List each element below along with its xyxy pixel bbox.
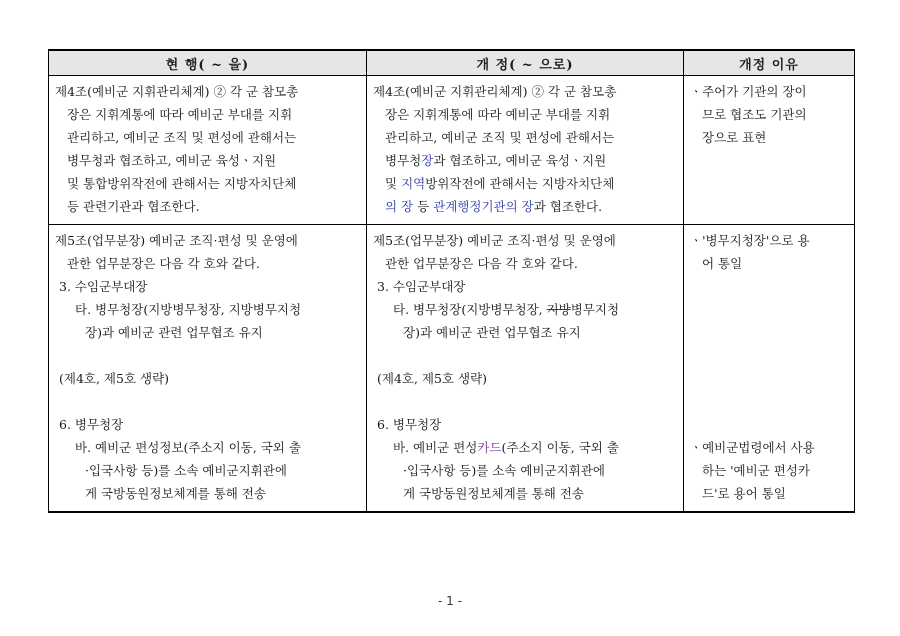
text-line: 및 통합방위작전에 관해서는 지방자치단체 — [67, 176, 297, 191]
text-line: 바. 예비군 편성정보(주소지 이동, 국외 출 — [75, 440, 301, 455]
header-reason: 개정 이유 — [684, 50, 855, 76]
text-segment: 병무청 — [385, 153, 422, 168]
text-line: ·입국사항 등)를 소속 예비군지휘관에 — [403, 463, 605, 478]
text-line: 등 관련기관과 협조한다. — [67, 199, 200, 214]
comparison-table — [48, 49, 855, 513]
text-line: 6. 병무청장 — [377, 417, 442, 432]
text-line: 제4조(예비군 지휘관리체계) ② 각 군 참모총 — [55, 84, 299, 99]
changed-text: 카드 — [477, 440, 502, 455]
changed-text: 장 — [421, 153, 434, 168]
text-line: (제4호, 제5호 생략) — [377, 371, 488, 386]
blank-line — [690, 321, 848, 344]
text-line: 게 국방동원정보체계를 통해 전송 — [85, 486, 266, 501]
changed-text: 의 장 — [385, 199, 414, 214]
text-line: 관한 업무분장은 다음 각 호와 같다. — [385, 256, 578, 271]
reason-line: 므로 협조도 기관의 — [702, 107, 807, 122]
changed-text: 관계행정기관의 장 — [433, 199, 534, 214]
row2-current-cell — [49, 225, 367, 513]
row2-reason-cell — [684, 225, 855, 513]
reason-line: 드'로 용어 통일 — [702, 486, 786, 501]
text-segment: 과 협조한다. — [533, 199, 603, 214]
blank-line — [690, 367, 848, 390]
row1-current-cell — [49, 76, 367, 225]
blank-line — [690, 275, 848, 298]
reason-line: ㆍ주어가 기관의 장이 — [690, 84, 807, 99]
row2-revised-cell — [367, 225, 684, 513]
table-row — [49, 76, 855, 225]
blank-line — [690, 390, 848, 413]
text-line — [373, 172, 677, 195]
text-line: 타. 병무청장(지방병무청장, 지방병무지청 — [75, 302, 302, 317]
text-line: ·입국사항 등)를 소속 예비군지휘관에 — [85, 463, 287, 478]
text-segment: 과 협조하고, 예비군 육성ㆍ지원 — [433, 153, 607, 168]
blank-line — [55, 344, 360, 367]
blank-line — [690, 413, 848, 436]
text-line: 병무청과 협조하고, 예비군 육성ㆍ지원 — [67, 153, 277, 168]
text-line: 제4조(예비군 지휘관리체계) ② 각 군 참모총 — [373, 84, 617, 99]
header-row — [49, 50, 855, 76]
blank-line — [373, 344, 677, 367]
text-line: 게 국방동원정보체계를 통해 전송 — [403, 486, 584, 501]
row1-reason-cell — [684, 76, 855, 225]
text-segment: 병무지청 — [570, 302, 620, 317]
text-line: 6. 병무청장 — [59, 417, 124, 432]
reason-line: 어 통일 — [702, 256, 743, 271]
reason-line: 하는 '예비군 편성카 — [702, 463, 810, 478]
reason-line: ㆍ예비군법령에서 사용 — [690, 440, 815, 455]
blank-line — [690, 344, 848, 367]
text-line: 제5조(업무분장) 예비군 조직·편성 및 운영에 — [55, 233, 298, 248]
text-segment: 타. 병무청장(지방병무청장, — [393, 302, 547, 317]
text-segment: 방위작전에 관해서는 지방자치단체 — [425, 176, 615, 191]
blank-line — [55, 390, 360, 413]
reason-line: 장으로 표현 — [702, 130, 767, 145]
text-line — [373, 298, 677, 321]
text-line: 장)과 예비군 관련 업무협조 유지 — [403, 325, 581, 340]
changed-text: 지역 — [401, 176, 426, 191]
text-line: 관한 업무분장은 다음 각 호와 같다. — [67, 256, 260, 271]
text-line: 제5조(업무분장) 예비군 조직·편성 및 운영에 — [373, 233, 616, 248]
text-segment: 및 — [385, 176, 402, 191]
page-number: - 1 - — [438, 594, 462, 608]
text-segment: 등 — [413, 199, 434, 214]
text-line: (제4호, 제5호 생략) — [59, 371, 170, 386]
text-line: 관리하고, 예비군 조직 및 편성에 관해서는 — [67, 130, 297, 145]
text-line — [373, 436, 677, 459]
blank-line — [373, 390, 677, 413]
text-line: 3. 수임군부대장 — [59, 279, 148, 294]
text-segment: 바. 예비군 편성 — [393, 440, 478, 455]
text-line — [373, 149, 677, 172]
reason-line: ㆍ'병무지청장'으로 용 — [690, 233, 810, 248]
text-segment: (주소지 이동, 국외 출 — [501, 440, 619, 455]
header-current: 현 행( ~ 을) — [49, 50, 367, 76]
row1-revised-cell — [367, 76, 684, 225]
text-line: 관리하고, 예비군 조직 및 편성에 관해서는 — [385, 130, 615, 145]
deleted-text: 지방 — [546, 302, 571, 317]
header-revised: 개 정( ~ 으로) — [367, 50, 684, 76]
table-row — [49, 225, 855, 513]
text-line — [373, 195, 677, 218]
text-line: 장은 지휘계통에 따라 예비군 부대를 지휘 — [385, 107, 611, 122]
text-line: 장은 지휘계통에 따라 예비군 부대를 지휘 — [67, 107, 293, 122]
blank-line — [690, 298, 848, 321]
text-line: 3. 수임군부대장 — [377, 279, 466, 294]
text-line: 장)과 예비군 관련 업무협조 유지 — [85, 325, 263, 340]
